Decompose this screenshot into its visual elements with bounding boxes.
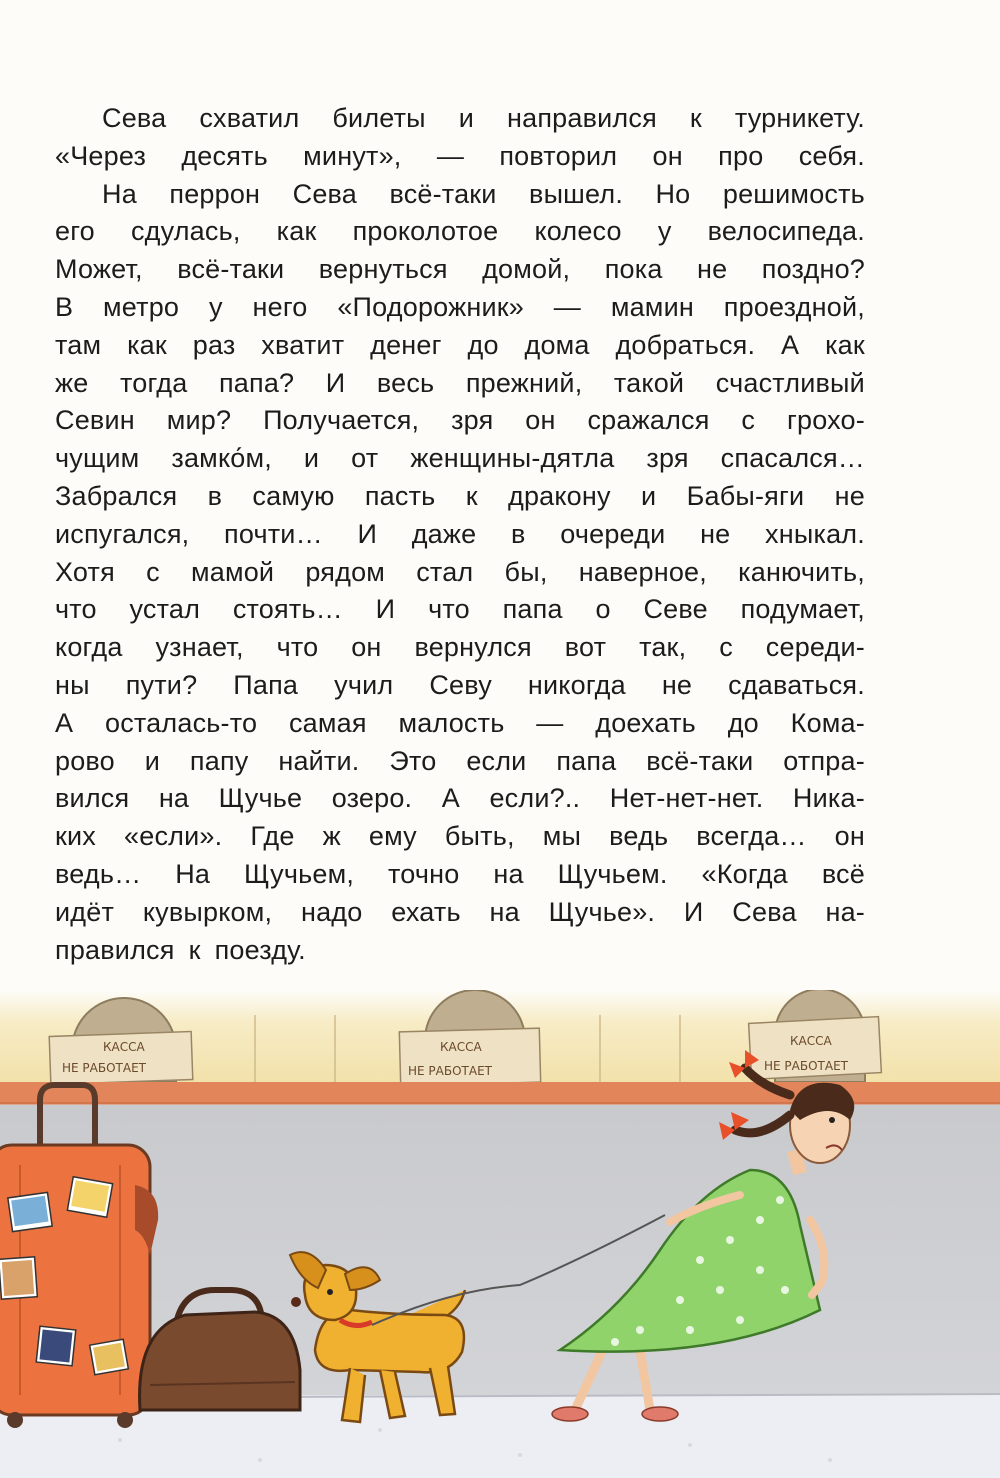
text-line: «Через десять минут», — повторил он про себя. <box>55 140 865 171</box>
text-line: испугался, почти… И даже в очереди не хныкал. <box>55 518 865 549</box>
sign-3-line1: КАССА <box>790 1034 832 1048</box>
text-line: чущим замко́м, и от женщины-дятла зря спасался… <box>55 443 865 474</box>
text-line: там как раз хватит денег до дома добраться. А как <box>55 329 865 360</box>
text-line: когда узнает, что он вернулся вот так, с середи- <box>55 632 865 663</box>
text-line: вился на Щучье озеро. А если?.. Нет-нет-нет. Ника- <box>55 783 865 814</box>
text-line: Севин мир? Получается, зря он сражался с грохо- <box>55 405 865 436</box>
text-line: ких «если». Где ж ему быть, мы ведь всегда… он <box>55 821 865 852</box>
text-line: правился к поезду. <box>55 934 306 965</box>
text-line: ведь… На Щучьем, точно на Щучьем. «Когда всё <box>55 858 865 889</box>
sign-2-line1: КАССА <box>440 1040 482 1054</box>
story-text <box>55 100 865 969</box>
text-line: Сева схватил билеты и направился к турникету. <box>102 103 865 133</box>
text-line: В метро у него «Подорожник» — мамин проездной, <box>55 291 865 322</box>
sign-1-line2: НЕ РАБОТАЕТ <box>62 1061 146 1075</box>
text-line: его сдулась, как проколотое колесо у велосипеда. <box>55 216 865 247</box>
text-line: идёт кувырком, надо ехать на Щучье». И Сева на- <box>55 896 865 927</box>
text-line: ны пути? Папа учил Севу никогда не сдаваться. <box>55 669 865 700</box>
text-line: что устал стоять… И что папа о Севе подумает, <box>55 594 865 625</box>
illustration <box>0 990 1000 1478</box>
sign-3-line2: НЕ РАБОТАЕТ <box>764 1059 848 1073</box>
sign-2-line2: НЕ РАБОТАЕТ <box>408 1064 492 1078</box>
text-line: Хотя с мамой рядом стал бы, наверное, канючить, <box>55 556 865 587</box>
text-line: Забрался в самую пасть к дракону и Бабы-яги не <box>55 480 865 511</box>
text-line: Может, всё-таки вернуться домой, пока не поздно? <box>55 254 865 285</box>
text-line: На перрон Сева всё-таки вышел. Но решимость <box>102 178 865 209</box>
text-line: рово и папу найти. Это если папа всё-таки отпра- <box>55 745 865 776</box>
sign-1-line1: КАССА <box>103 1040 145 1054</box>
text-line: А осталась-то самая малость — доехать до Кома- <box>55 707 865 738</box>
text-line: же тогда папа? И весь прежний, такой счастливый <box>55 367 865 398</box>
